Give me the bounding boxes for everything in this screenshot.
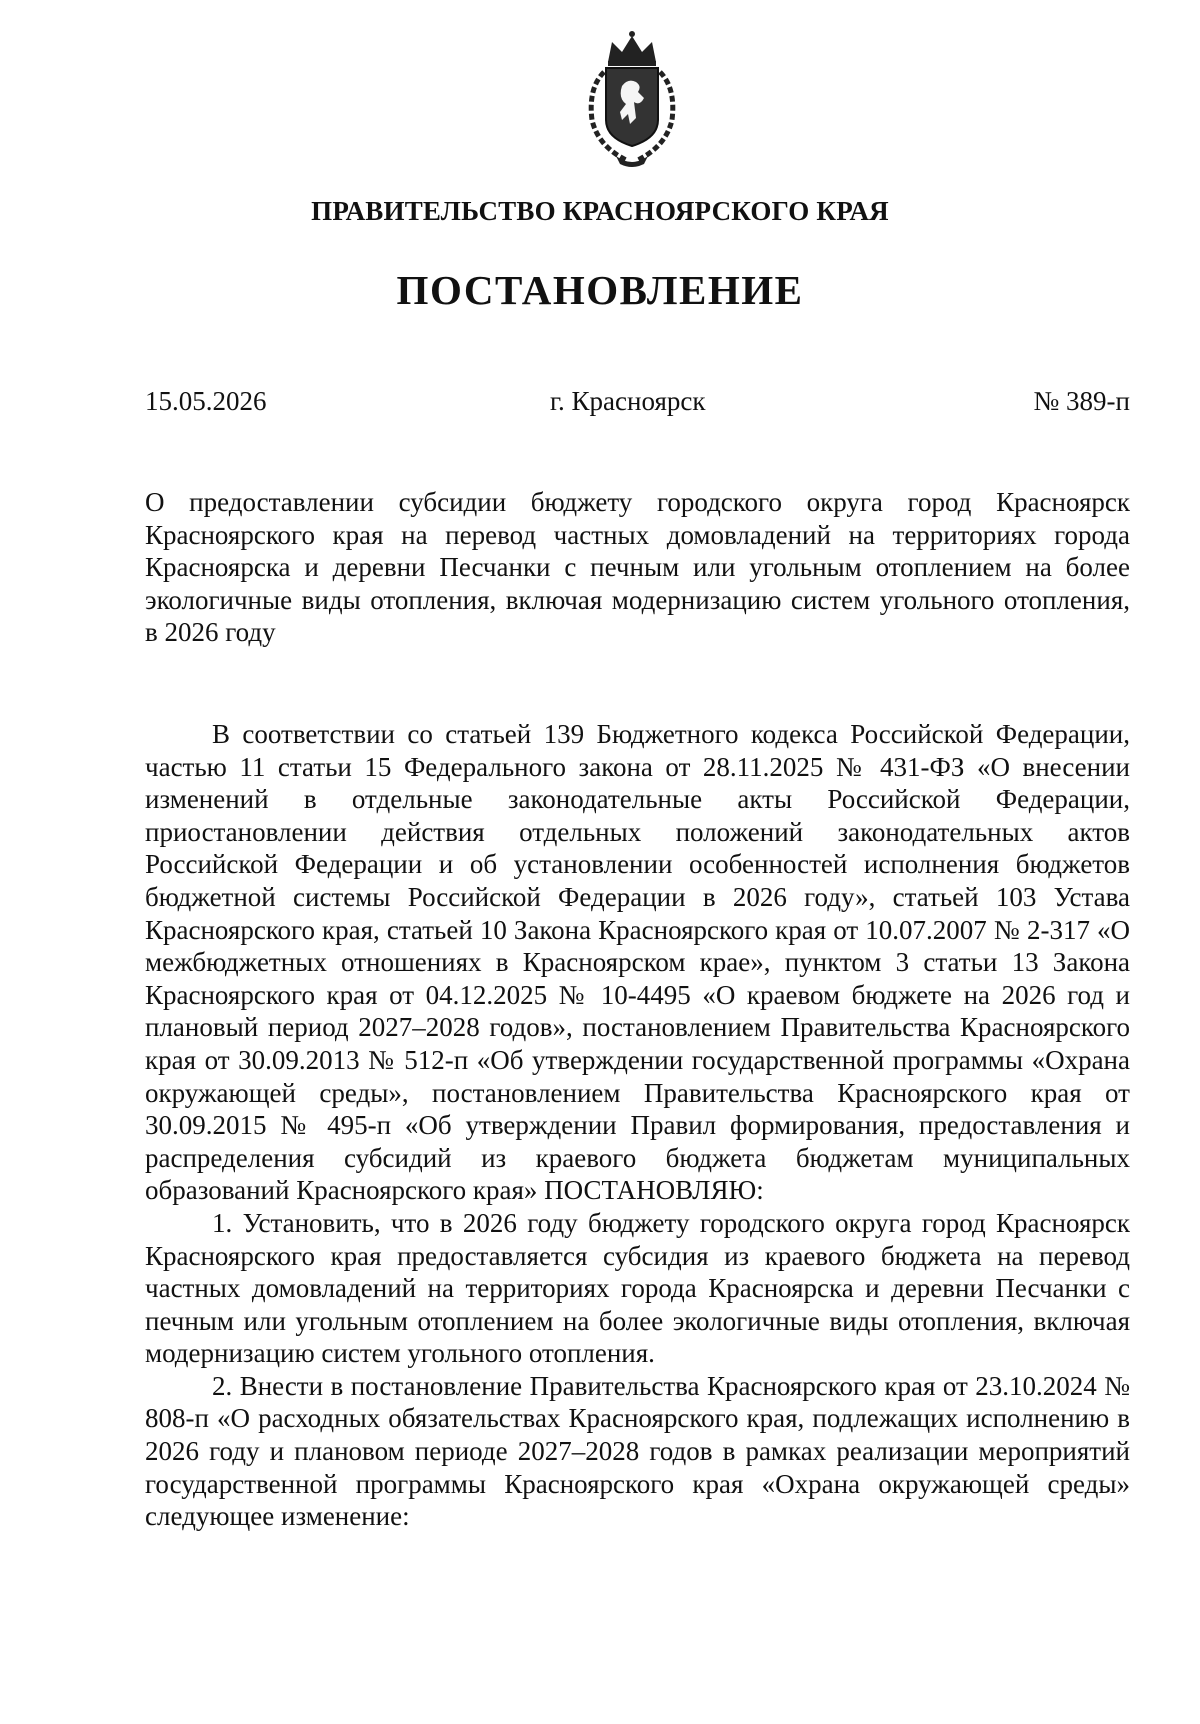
document-subject: О предоставлении субсидии бюджету городского округа город Красноярск Красноярского края на перевод частных домовладений на территориях города Красноярска и деревни Песчанки с печным или угольным отоплением на более экологичные виды отопления, включая модернизацию систем угольного отопления, в 2026 году [145,487,1130,648]
document-type-title: ПОСТАНОВЛЕНИЕ [396,267,804,313]
document-body [145,718,1130,1533]
item-1-paragraph: 1. Установить, что в 2026 году бюджету городского округа город Красноярск Красноярского края предоставляется субсидия из краевого бюджета на перевод частных домовладений на территориях города Красноярска и деревни Песчанки с печным или угольным отоплением на более экологичные виды отопления, включая модернизацию систем угольного отопления. [145,1207,1130,1369]
document-city: г. Красноярск [550,386,706,416]
document-meta-row [145,386,1130,420]
item-2-paragraph: 2. Внести в постановление Правительства Красноярского края от 23.10.2024 № 808-п «О расходных обязательствах Красноярского края, подлежащих исполнению в 2026 году и плановом периоде 2027–2028 годов в рамках реализации мероприятий государственной программы Красноярского края «Охрана окружающей среды» следующее изменение: [145,1370,1130,1532]
document-date: 15.05.2026 [145,386,267,416]
preamble-paragraph: В соответствии со статьей 139 Бюджетного кодекса Российской Федерации, частью 11 статьи 15 Федерального закона от 28.11.2025 № 431-ФЗ «О внесении изменений в отдельные законодательные акты Российской Федерации, приостановлении действия отдельных положений законодательных актов Российской Федерации и об установлении особенностей исполнения бюджетов бюджетной системы Российской Федерации в 2026 году», статьей 103 Устава Красноярского края, статьей 10 Закона Красноярского края от 10.07.2007 № 2-317 «О межбюджетных отношениях в Красноярском крае», пунктом 3 статьи 13 Закона Красноярского края от 04.12.2025 № 10-4495 «О краевом бюджете на 2026 год и плановый период 2027–2028 годов», постановлением Правительства Красноярского края от 30.09.2013 № 512-п «Об утверждении государственной программы «Охрана окружающей среды», постановлением Правительства Красноярского края от 30.09.2015 № 495-п «Об утверждении Правил формирования, предоставления и распределения субсидий из краевого бюджета бюджетам муниципальных образований Красноярского края» ПОСТАНОВЛЯЮ: [145,719,1130,1206]
coat-of-arms-icon [578,28,686,170]
document-number: № 389-п [1033,386,1130,416]
organization-name: ПРАВИТЕЛЬСТВО КРАСНОЯРСКОГО КРАЯ [311,196,889,226]
